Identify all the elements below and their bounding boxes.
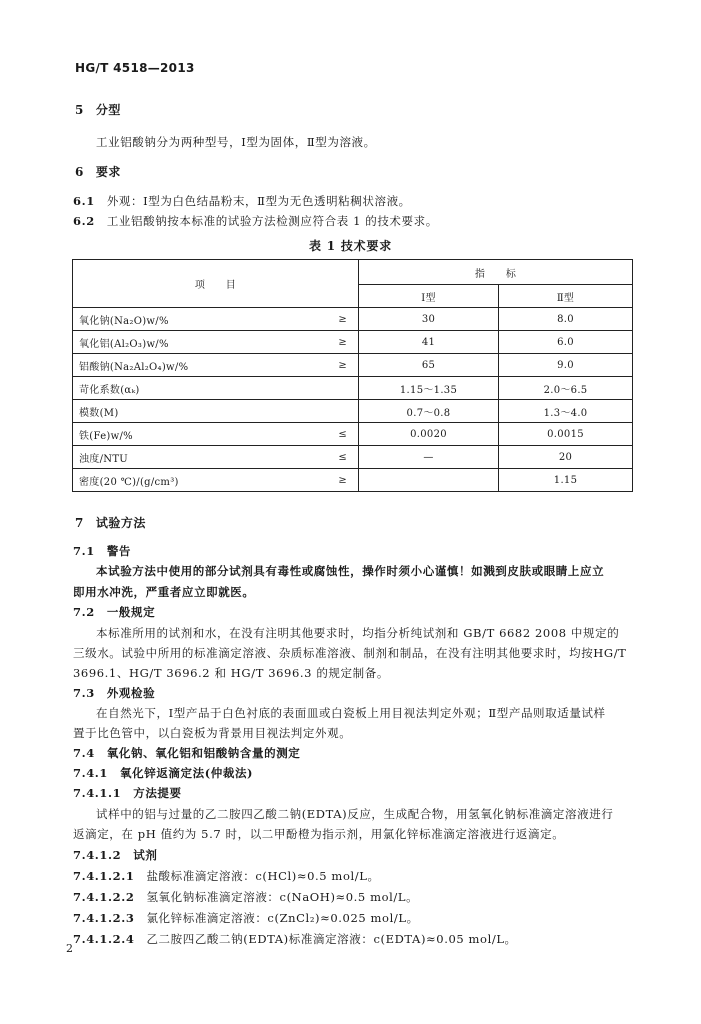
clause-7-2-heading <box>73 604 155 620</box>
clause-title: 氧化钠、氧化铝和铝酸钠含量的测定 <box>106 746 301 760</box>
table-row <box>73 400 633 423</box>
clause-7-4-1-2-heading <box>73 847 157 863</box>
clause-number: 7.4.1.2.3 <box>73 911 135 925</box>
table-row <box>73 308 633 331</box>
clause-number: 7.4.1.2.1 <box>73 869 135 883</box>
section-title: 要求 <box>95 165 121 179</box>
table-cell-type1: 30 <box>359 308 499 331</box>
table-cell-type2: 9.0 <box>499 354 633 377</box>
table-header-index: 指 标 <box>359 260 633 285</box>
table-header-item: 项 目 <box>73 260 359 308</box>
table-cell-symbol: ≥ <box>328 331 359 354</box>
table-cell-type1: 0.7～0.8 <box>359 400 499 423</box>
table-cell-type1: 65 <box>359 354 499 377</box>
section-5-body: 工业铝酸钠分为两种型号，Ⅰ型为固体，Ⅱ型为溶液。 <box>96 135 376 149</box>
clause-text: 外观：Ⅰ型为白色结晶粉末，Ⅱ型为无色透明粘稠状溶液。 <box>106 194 411 208</box>
table-cell-item: 氧化铝(Al₂O₃)w/% <box>73 331 328 354</box>
table-row <box>73 377 633 400</box>
table-cell-item: 浊度/NTU <box>73 446 328 469</box>
clause-title: 试剂 <box>133 848 158 862</box>
table-cell-type2: 6.0 <box>499 331 633 354</box>
table-cell-item: 氧化钠(Na₂O)w/% <box>73 308 328 331</box>
table-row <box>73 423 633 446</box>
clause-number: 7.2 <box>73 605 95 619</box>
table-row <box>73 354 633 377</box>
table-header-type1: Ⅰ型 <box>359 285 499 308</box>
table-cell-symbol: ≤ <box>328 423 359 446</box>
clause-text: 氯化锌标准滴定溶液：c(ZnCl₂)≈0.025 mol/L。 <box>146 911 419 925</box>
list-item <box>73 931 517 947</box>
clause-title: 外观检验 <box>106 686 156 700</box>
document-header: HG/T 4518—2013 <box>75 61 195 75</box>
clause-text: 乙二胺四乙酸二钠(EDTA)标准滴定溶液：c(EDTA)≈0.05 mol/L。 <box>146 932 517 946</box>
table-cell-type1: 1.15～1.35 <box>359 377 499 400</box>
table-cell-symbol: ≤ <box>328 446 359 469</box>
table-caption: 表 1 技术要求 <box>308 239 393 253</box>
clause-number: 7.4 <box>73 746 95 760</box>
section-6-heading <box>75 163 121 180</box>
table-cell-type2: 1.3～4.0 <box>499 400 633 423</box>
table-cell-type2: 0.0015 <box>499 423 633 446</box>
table-cell-symbol <box>328 400 359 423</box>
paragraph-line: 置于比色管中，以白瓷板为背景用目视法判定外观。 <box>73 726 352 740</box>
warning-text-line: 即用水冲洗，严重者应立即就医。 <box>73 585 255 599</box>
paragraph-line: 返滴定，在 pH 值约为 5.7 时，以二甲酚橙为指示剂，用氯化锌标准滴定溶液进行返滴定。 <box>73 827 565 841</box>
table-cell-type2: 1.15 <box>499 469 633 492</box>
table-row <box>73 469 633 492</box>
clause-title: 氧化锌返滴定法(仲裁法) <box>120 766 254 780</box>
list-item <box>73 868 380 884</box>
section-7-heading <box>75 514 146 531</box>
table-cell-item: 密度(20 ℃)/(g/cm³) <box>73 469 328 492</box>
clause-number: 7.4.1.1 <box>73 786 122 800</box>
clause-7-3-heading <box>73 685 155 701</box>
clause-6-1 <box>73 193 411 209</box>
section-number: 5 <box>75 103 84 117</box>
list-item <box>73 910 419 926</box>
list-item <box>73 889 418 905</box>
table-cell-type1 <box>359 469 499 492</box>
clause-title: 方法提要 <box>133 786 182 800</box>
clause-7-4-heading <box>73 745 300 761</box>
table-cell-type2: 8.0 <box>499 308 633 331</box>
technical-requirements-table <box>72 259 633 492</box>
table-cell-type1: — <box>359 446 499 469</box>
clause-title: 警告 <box>106 544 132 558</box>
clause-7-1-heading <box>73 543 131 559</box>
clause-number: 6.2 <box>73 214 95 228</box>
clause-number: 6.1 <box>73 194 95 208</box>
paragraph-line: 试样中的铝与过量的乙二胺四乙酸二钠(EDTA)反应，生成配合物，用氢氧化钠标准滴定溶液进行 <box>96 807 614 821</box>
page-number: 2 <box>66 942 73 955</box>
clause-number: 7.4.1.2.2 <box>73 890 135 904</box>
clause-number: 7.4.1.2 <box>73 848 122 862</box>
section-title: 分型 <box>95 103 121 117</box>
clause-text: 氢氧化钠标准滴定溶液：c(NaOH)≈0.5 mol/L。 <box>146 890 419 904</box>
table-cell-type1: 0.0020 <box>359 423 499 446</box>
clause-number: 7.4.1 <box>73 766 109 780</box>
section-5-heading <box>75 101 121 118</box>
clause-number: 7.4.1.2.4 <box>73 932 135 946</box>
clause-text: 工业铝酸钠按本标准的试验方法检测应符合表 1 的技术要求。 <box>106 214 438 228</box>
warning-text-line: 本试验方法中使用的部分试剂具有毒性或腐蚀性，操作时须小心谨慎！如溅到皮肤或眼睛上应立 <box>96 564 605 578</box>
clause-7-4-1-heading <box>73 765 253 781</box>
paragraph-line: 在自然光下，Ⅰ型产品于白色衬底的表面皿或白瓷板上用目视法判定外观；Ⅱ型产品则取适量试样 <box>96 706 606 720</box>
paragraph-line: 3696.1、HG/T 3696.2 和 HG/T 3696.3 的规定制备。 <box>73 666 389 680</box>
table-cell-item: 铁(Fe)w/% <box>73 423 328 446</box>
table-cell-item: 模数(M) <box>73 400 328 423</box>
table-cell-item: 苛化系数(αₖ) <box>73 377 328 400</box>
clause-title: 一般规定 <box>106 605 156 619</box>
table-cell-item: 铝酸钠(Na₂Al₂O₄)w/% <box>73 354 328 377</box>
table-row <box>73 446 633 469</box>
table-cell-symbol: ≥ <box>328 354 359 377</box>
section-number: 7 <box>75 516 84 530</box>
table-cell-type2: 20 <box>499 446 633 469</box>
table-cell-type1: 41 <box>359 331 499 354</box>
paragraph-line: 本标准所用的试剂和水，在没有注明其他要求时，均指分析纯试剂和 GB/T 6682 2008 中规定的 <box>96 626 620 640</box>
section-number: 6 <box>75 165 84 179</box>
table-header-type2: Ⅱ型 <box>499 285 633 308</box>
clause-number: 7.3 <box>73 686 95 700</box>
table-row <box>73 331 633 354</box>
clause-text: 盐酸标准滴定溶液：c(HCl)≈0.5 mol/L。 <box>146 869 380 883</box>
table-cell-type2: 2.0～6.5 <box>499 377 633 400</box>
clause-7-4-1-1-heading <box>73 785 182 801</box>
table-cell-symbol: ≥ <box>328 308 359 331</box>
table-cell-symbol: ≥ <box>328 469 359 492</box>
paragraph-line: 三级水。试验中所用的标准滴定溶液、杂质标准溶液、制剂和制品，在没有注明其他要求时，均按HG/T <box>73 646 627 660</box>
clause-number: 7.1 <box>73 544 95 558</box>
clause-6-2 <box>73 213 438 229</box>
table-cell-symbol <box>328 377 359 400</box>
section-title: 试验方法 <box>95 516 146 530</box>
